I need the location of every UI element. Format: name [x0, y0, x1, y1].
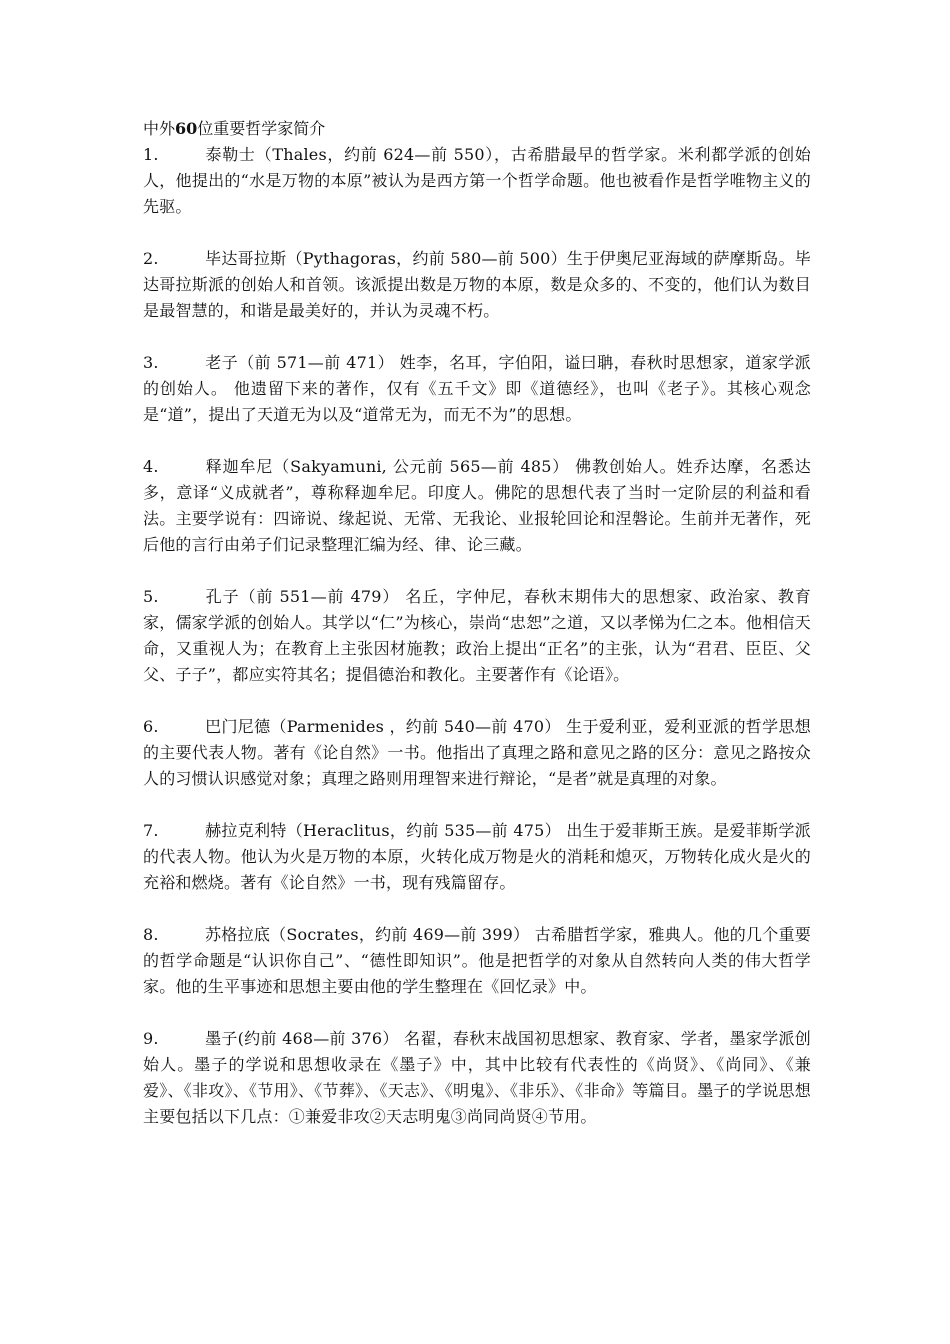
entry-text: 孔子（前 551—前 479） 名丘，字仲尼，春秋末期伟大的思想家、政治家、教育家，儒家学派的创始人。其学以“仁”为核心，崇尚“忠恕”之道，又以孝悌为仁之本。他相信天命，又重视人为；在教育上主张因材施教；政治上提出“正名”的主张，认为“君君、臣臣、父父、子子”，都应实符其名；提倡德治和教化。主要著作有《论语》。	[143, 587, 811, 684]
entry-number: 9.	[143, 1029, 159, 1048]
philosopher-entry	[143, 246, 811, 324]
entry-text: 墨子(约前 468—前 376） 名翟，春秋末战国初思想家、教育家、学者，墨家学派创始人。墨子的学说和思想收录在《墨子》中，其中比较有代表性的《尚贤》、《尚同》、《兼爱》、《非攻》、《节用》、《节葬》、《天志》、《明鬼》、《非乐》、《非命》等篇目。墨子的学说思想主要包括以下几点：①兼爱非攻②天志明鬼③尚同尚贤④节用。	[143, 1029, 811, 1126]
entry-number: 2.	[143, 249, 159, 268]
entry-text: 毕达哥拉斯（Pythagoras，约前 580—前 500）生于伊奥尼亚海域的萨摩斯岛。毕达哥拉斯派的创始人和首领。该派提出数是万物的本原，数是众多的、不变的，他们认为数目是最智慧的，和谐是最美好的，并认为灵魂不朽。	[143, 249, 811, 320]
philosopher-entry	[143, 714, 811, 792]
entry-number: 7.	[143, 821, 159, 840]
title-prefix: 中外	[143, 119, 176, 138]
entry-text: 苏格拉底（Socrates，约前 469—前 399） 古希腊哲学家，雅典人。他的几个重要的哲学命题是“认识你自己”、“德性即知识”。他是把哲学的对象从自然转向人类的伟大哲学家。他的生平事迹和思想主要由他的学生整理在《回忆录》中。	[143, 925, 811, 996]
entry-number: 4.	[143, 457, 159, 476]
document-title	[143, 116, 811, 142]
entry-text: 老子（前 571—前 471） 姓李，名耳，字伯阳，谥曰聃，春秋时思想家，道家学派的创始人。 他遗留下来的著作，仅有《五千文》即《道德经》，也叫《老子》。其核心观念是“道”，提出了天道无为以及“道常无为，而无不为”的思想。	[143, 353, 811, 424]
philosopher-entry	[143, 1026, 811, 1130]
entry-number: 5.	[143, 587, 159, 606]
title-suffix: 位重要哲学家简介	[197, 119, 326, 138]
entry-number: 8.	[143, 925, 159, 944]
philosopher-entry	[143, 922, 811, 1000]
philosopher-entry	[143, 454, 811, 558]
philosopher-entry	[143, 142, 811, 220]
philosopher-entry	[143, 350, 811, 428]
title-number: 60	[175, 119, 198, 138]
document-page	[143, 116, 811, 1156]
philosopher-entry	[143, 818, 811, 896]
entry-text: 巴门尼德（Parmenides ，约前 540—前 470） 生于爱利亚，爱利亚派的哲学思想的主要代表人物。著有《论自然》一书。他指出了真理之路和意见之路的区分：意见之路按众人的习惯认识感觉对象；真理之路则用理智来进行辩论，“是者”就是真理的对象。	[143, 717, 811, 788]
entry-text: 泰勒士（Thales，约前 624—前 550），古希腊最早的哲学家。米利都学派的创始人，他提出的“水是万物的本原”被认为是西方第一个哲学命题。他也被看作是哲学唯物主义的先驱。	[143, 145, 811, 216]
entry-number: 3.	[143, 353, 159, 372]
philosopher-entry	[143, 584, 811, 688]
entry-number: 6.	[143, 717, 159, 736]
entry-text: 释迦牟尼（Sakyamuni, 公元前 565—前 485） 佛教创始人。姓乔达摩，名悉达多，意译“义成就者”，尊称释迦牟尼。印度人。佛陀的思想代表了当时一定阶层的利益和看法。主要学说有：四谛说、缘起说、无常、无我论、业报轮回论和涅磐论。生前并无著作，死后他的言行由弟子们记录整理汇编为经、律、论三藏。	[143, 457, 811, 554]
entry-text: 赫拉克利特（Heraclitus，约前 535—前 475） 出生于爱菲斯王族。是爱菲斯学派的代表人物。他认为火是万物的本原，火转化成万物是火的消耗和熄灭，万物转化成火是火的充裕和燃烧。著有《论自然》一书，现有残篇留存。	[143, 821, 811, 892]
entry-number: 1.	[143, 145, 159, 164]
